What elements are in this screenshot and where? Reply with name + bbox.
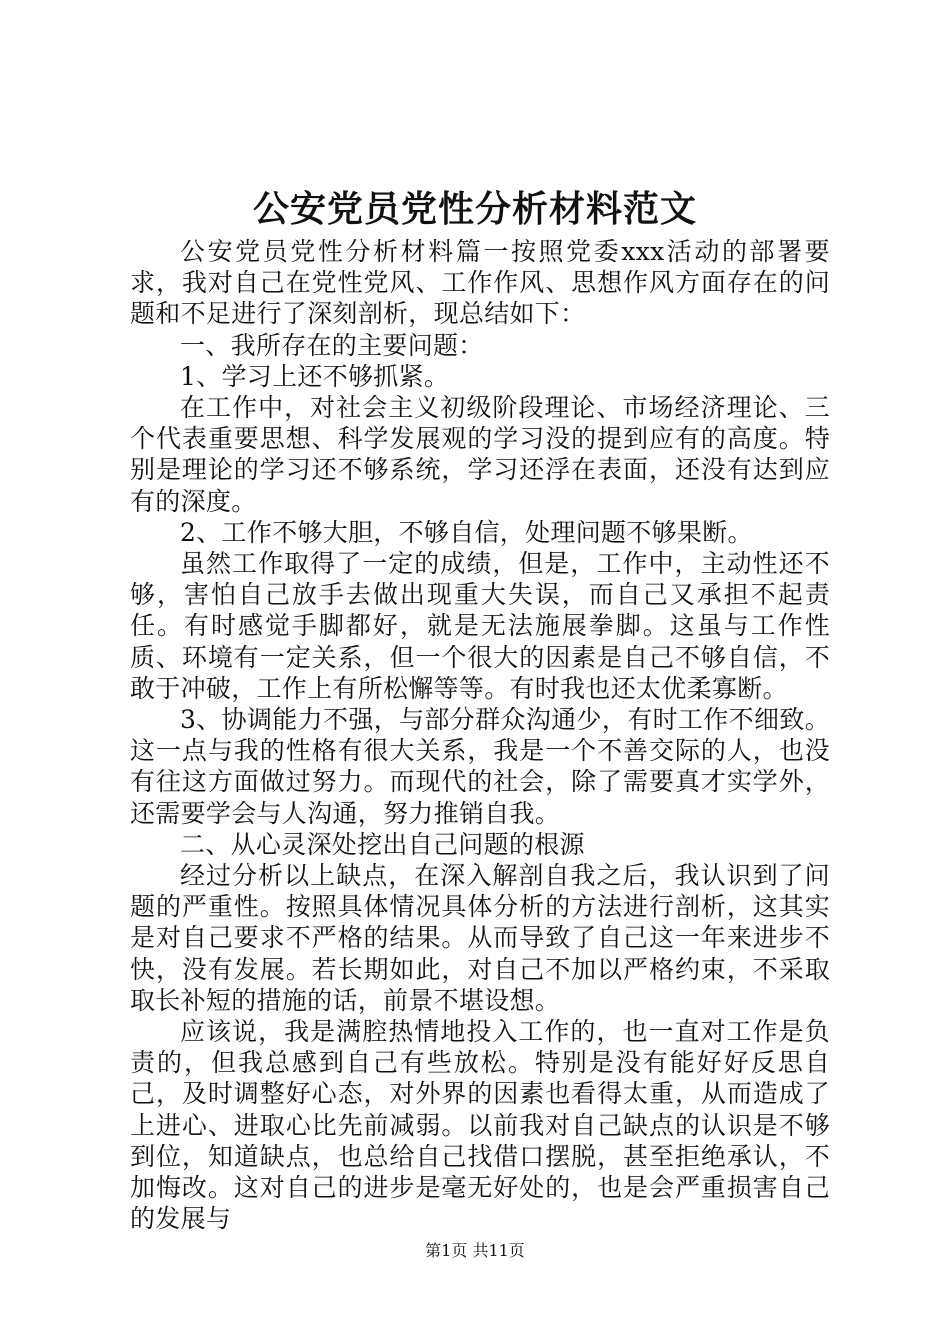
document-title: 公安党员党性分析材料范文 (252, 188, 697, 230)
paragraph: 应该说，我是满腔热情地投入工作的，也一直对工作是负责的，但我总感到自己有些放松。特别是没有能好好反思自己，及时调整好心态，对外界的因素也看得太重，从而造成了上进心、进取心比先前减弱。以前我对自己缺点的认识是不够到位，知道缺点，也总给自己找借口摆脱，甚至拒绝承认，不加悔改。这对自己的进步是毫无好处的，也是会严重损害自己的发展与 (130, 1017, 830, 1234)
paragraph: 虽然工作取得了一定的成绩，但是，工作中，主动性还不够，害怕自己放手去做出现重大失误，而自己又承担不起责任。有时感觉手脚都好，就是无法施展拳脚。这虽与工作性质、环境有一定关系，但一个很大的因素是自己不够自信，不敢于冲破，工作上有所松懈等等。有时我也还太优柔寡断。 (130, 549, 830, 703)
document-body (130, 236, 830, 1235)
paragraph: 公安党员党性分析材料篇一按照党委xxx活动的部署要求，我对自己在党性党风、工作作风、思想作风方面存在的问题和不足进行了深刻剖析，现总结如下： (130, 237, 830, 329)
paragraph: 经过分析以上缺点，在深入解剖自我之后，我认识到了问题的严重性。按照具体情况具体分析的方法进行剖析，这其实是对自己要求不严格的结果。从而导致了自己这一年来进步不快，没有发展。若长期如此，对自己不加以严格约束，不采取取长补短的措施的话，前景不堪设想。 (130, 861, 830, 1015)
page-footer: 第1页 共11页 (425, 1241, 525, 1260)
subsection-heading: 2、工作不够大胆，不够自信，处理问题不够果断。 (180, 517, 753, 547)
subsection-heading: 1、学习上还不够抓紧。 (180, 361, 450, 391)
paragraph: 在工作中，对社会主义初级阶段理论、市场经济理论、三个代表重要思想、科学发展观的学习没的提到应有的高度。特别是理论的学习还不够系统，学习还浮在表面，还没有达到应有的深度。 (130, 393, 830, 516)
section-heading: 一、我所存在的主要问题： (180, 330, 484, 360)
paragraph: 3、协调能力不强，与部分群众沟通少，有时工作不细致。这一点与我的性格有很大关系，我是一个不善交际的人，也没有往这方面做过努力。而现代的社会，除了需要真才实学外，还需要学会与人沟通，努力推销自我。 (130, 705, 830, 828)
section-heading: 二、从心灵深处挖出自己问题的根源 (180, 829, 585, 859)
